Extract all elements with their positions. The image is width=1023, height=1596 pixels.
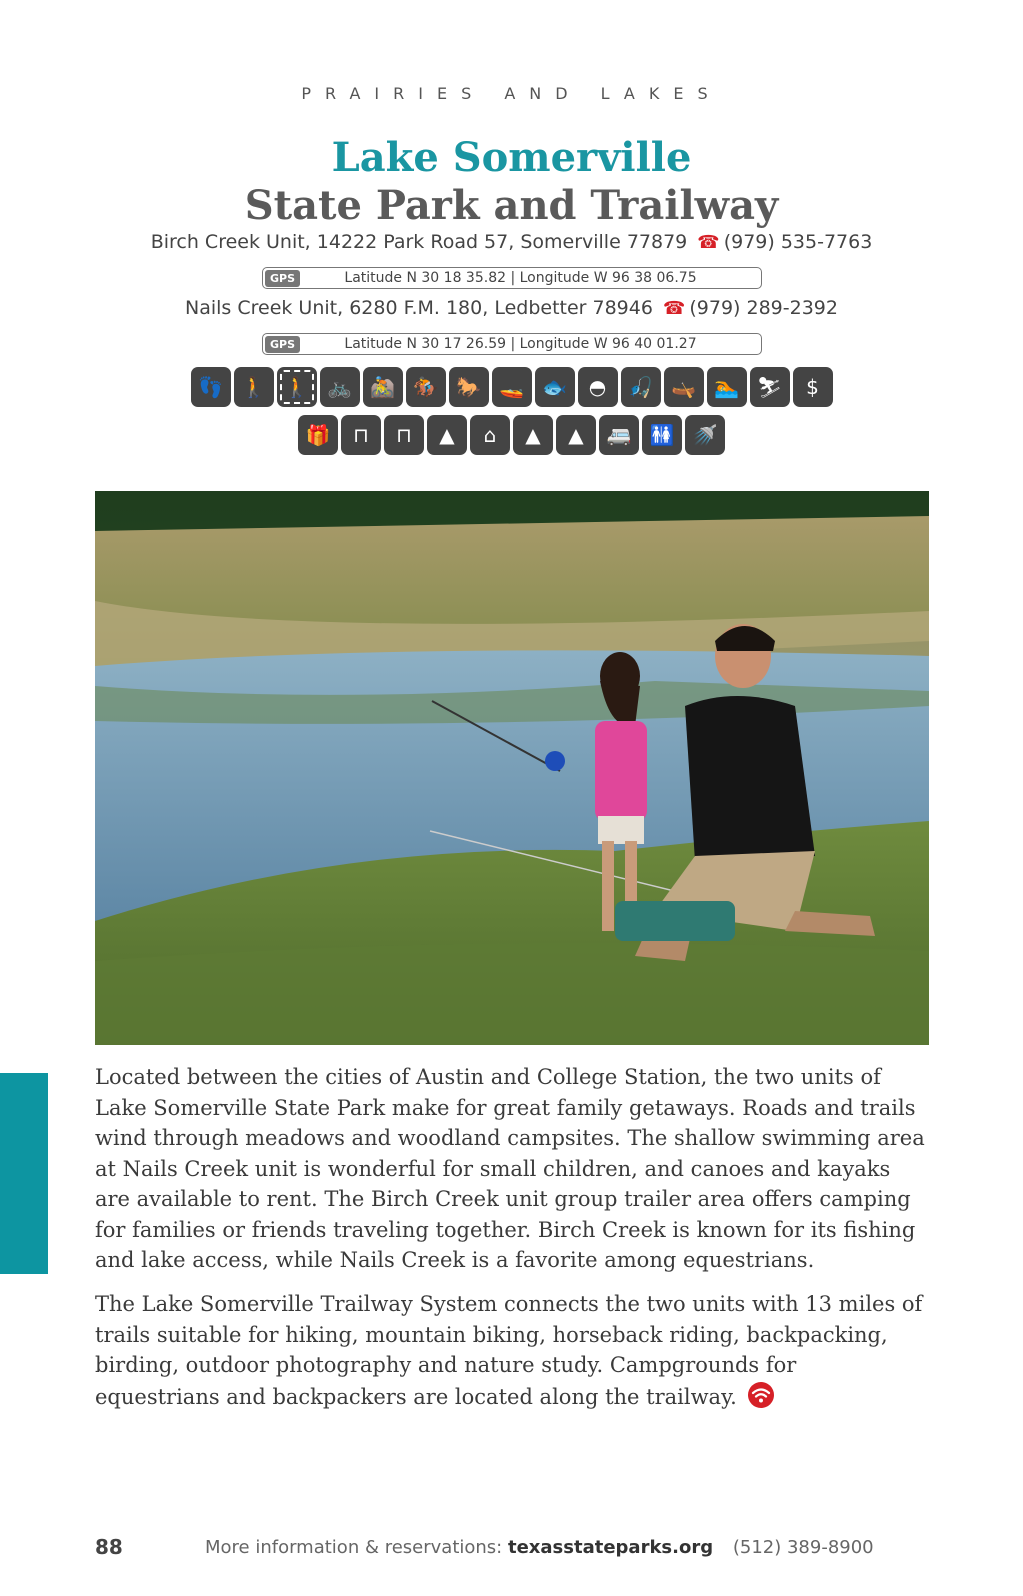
unit-address: Birch Creek Unit, 14222 Park Road 57, Somerville 77879 xyxy=(150,231,688,253)
gps-tag: GPS xyxy=(265,336,300,353)
park-photo xyxy=(95,491,929,1045)
phone-icon: ☎ xyxy=(662,298,686,319)
unit-phone[interactable]: (979) 535-7763 xyxy=(723,231,873,253)
trailway-paragraph xyxy=(95,1289,925,1417)
fishing-icon: 🐟 xyxy=(535,367,575,407)
description-paragraph: Located between the cities of Austin and College Station, the two units of Lake Somerville State Park make for great family getaways. Roads and trails wind through meadows and woodland campsites. The shallow swimming area at Nails Creek unit is wonderful for small children, and canoes and kayaks are available to rent. The Birch Creek unit group trailer area offers camping for families or friends traveling together. Birch Creek is known for its fishing and lake access, while Nails Creek is a favorite among equestrians. xyxy=(95,1065,925,1272)
park-title-line1: Lake Somerville xyxy=(331,134,692,181)
wifi-icon xyxy=(747,1381,775,1418)
footer-label: More information & reservations: xyxy=(205,1537,503,1558)
amenity-icons-row2 xyxy=(0,415,1023,455)
restrooms-icon: 🚻 xyxy=(642,415,682,455)
picnic-area-icon: ⊓ xyxy=(341,415,381,455)
canoe-icon: 🛶 xyxy=(664,367,704,407)
footer-info xyxy=(205,1537,874,1558)
unit-phone[interactable]: (979) 289-2392 xyxy=(689,297,838,319)
horseback-riding-icon: 🏇 xyxy=(406,367,446,407)
page-number: 88 xyxy=(95,1535,123,1559)
biking-icon: 🚲 xyxy=(320,367,360,407)
gps-coordinates: Latitude N 30 17 26.59 | Longitude W 96 40 01.27 xyxy=(344,336,697,352)
equestrian-area-icon: 🐎 xyxy=(449,367,489,407)
amenity-icons-row1 xyxy=(0,367,1023,407)
group-camping-icon: ⌂ xyxy=(470,415,510,455)
unit-address-line xyxy=(0,231,1023,253)
footer-phone[interactable]: (512) 389-8900 xyxy=(732,1537,874,1558)
gps-bar xyxy=(262,267,762,289)
fishing-pier-icon: 🎣 xyxy=(621,367,661,407)
unit-address-line xyxy=(0,297,1023,319)
phone-icon: ☎ xyxy=(697,232,720,253)
primitive-camping-icon: ▲ xyxy=(427,415,467,455)
section-label: PRAIRIES AND LAKES xyxy=(301,84,722,103)
group-picnic-icon: ⊓ xyxy=(384,415,424,455)
trailway-text: The Lake Somerville Trailway System connects the two units with 13 miles of trails suitable for hiking, mountain biking, horseback riding, backpacking, birding, outdoor photography and nature study. Campgrounds for equestrians and backpackers are located along the trailway. xyxy=(95,1292,923,1409)
boat-ramp-icon: 🚤 xyxy=(492,367,532,407)
gps-tag: GPS xyxy=(265,270,300,287)
water-skiing-icon: ⛷ xyxy=(750,367,790,407)
showers-icon: 🚿 xyxy=(685,415,725,455)
gps-coordinates: Latitude N 30 18 35.82 | Longitude W 96 38 06.75 xyxy=(344,270,697,286)
gps-bar xyxy=(262,333,762,355)
hiking-icon: 🚶 xyxy=(234,367,274,407)
trailer-camping-icon: 🚐 xyxy=(599,415,639,455)
gift-shop-icon: 🎁 xyxy=(298,415,338,455)
tent-camping-icon: ▲ xyxy=(513,415,553,455)
mountain-biking-icon: 🚵 xyxy=(363,367,403,407)
side-tab xyxy=(0,1073,48,1274)
nature-trail-icon: 🚶 xyxy=(277,367,317,407)
swimming-icon: 🏊 xyxy=(707,367,747,407)
rentals-icon: $ xyxy=(793,367,833,407)
footer-url-link[interactable]: texasstateparks.org xyxy=(507,1537,714,1558)
park-title-line2: State Park and Trailway xyxy=(244,182,779,229)
buoy-icon: ◓ xyxy=(578,367,618,407)
interpretive-trail-icon: 👣 xyxy=(191,367,231,407)
fishing-photo-illustration xyxy=(95,491,929,1045)
water-camping-icon: ▲ xyxy=(556,415,596,455)
unit-address: Nails Creek Unit, 6280 F.M. 180, Ledbetter 78946 xyxy=(185,297,653,319)
